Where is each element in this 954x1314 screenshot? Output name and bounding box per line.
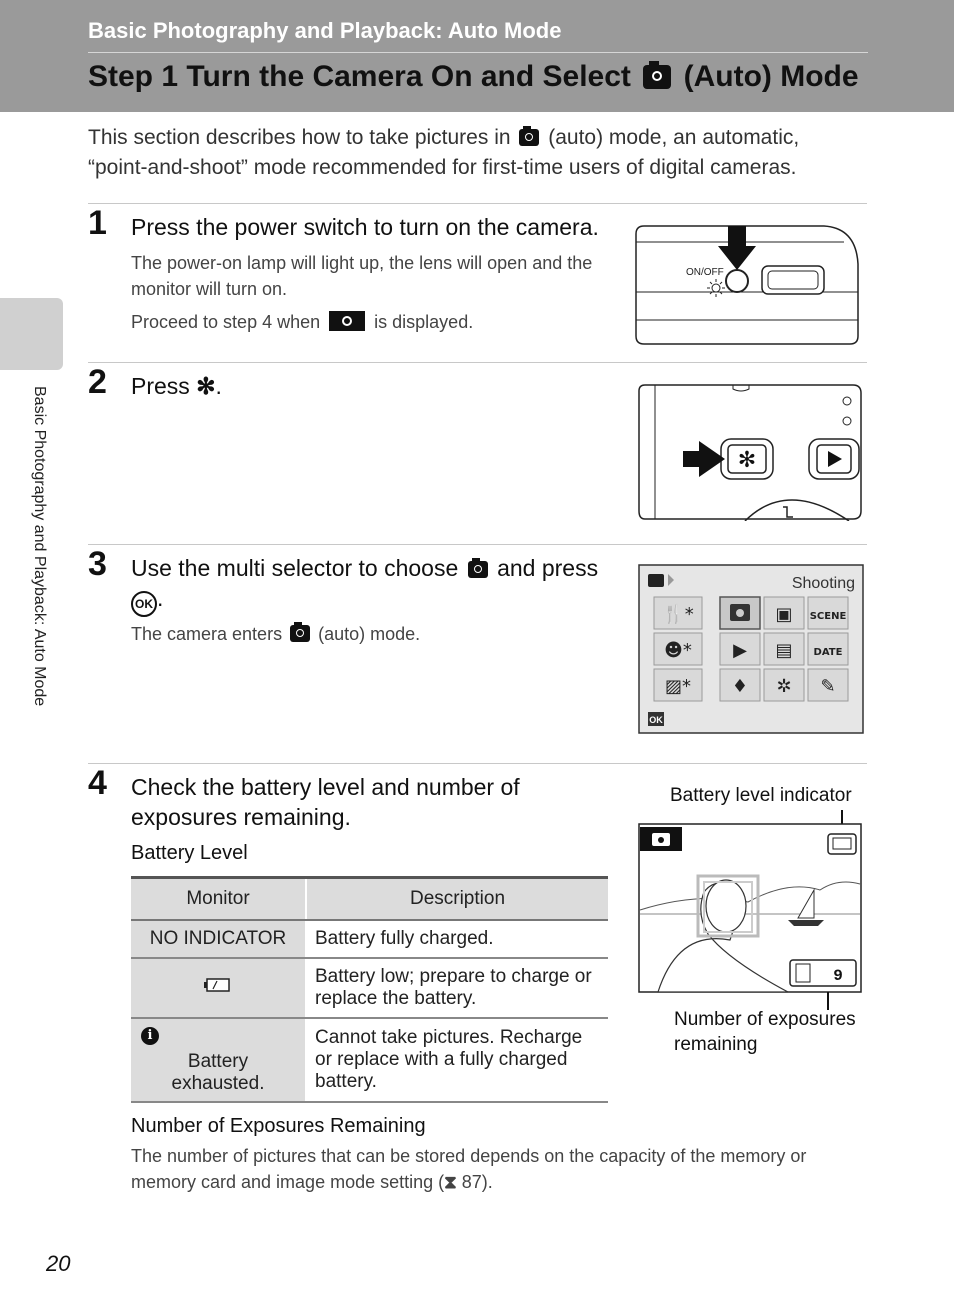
camera-icon <box>643 65 671 89</box>
title-text-before: Step 1 Turn the Camera On and Select <box>88 60 631 93</box>
divider <box>88 544 867 545</box>
ok-button-icon: OK <box>131 591 157 617</box>
scene-label: SCENE <box>809 611 847 622</box>
table-row <box>131 958 608 1018</box>
menu-title: Shooting <box>791 575 855 592</box>
exposures-text-before: The number of pictures that can be stored depends on the capacity of the memory or memory card and image mode setting ( <box>131 1146 807 1192</box>
svg-text:OK: OK <box>649 715 663 725</box>
auto-mode-monitor-icon <box>329 311 365 331</box>
camera-mode-button-illustration <box>637 383 863 521</box>
exposures-text <box>131 1143 861 1195</box>
battery-indicator-callout: Battery level indicator <box>670 785 852 806</box>
step-heading: Press the power switch to turn on the camera. <box>131 214 599 240</box>
exposures-remaining-callout: Number of exposures remaining <box>674 1009 856 1055</box>
step-heading-text: . <box>157 585 164 611</box>
step-number: 4 <box>88 764 107 802</box>
camera-power-illustration <box>634 224 860 346</box>
step-heading-text: Use the multi selector to choose <box>131 555 459 581</box>
table-header: Monitor <box>131 878 306 921</box>
exposure-count: 9 <box>833 967 843 985</box>
divider <box>88 362 867 363</box>
step-number: 2 <box>88 363 107 401</box>
mode-button-icon: ✻ <box>196 373 216 399</box>
battery-low-icon <box>204 977 232 993</box>
intro-paragraph <box>88 123 848 183</box>
svg-text:▨*: ▨* <box>664 676 692 697</box>
exposures-title: Number of Exposures Remaining <box>131 1115 426 1137</box>
table-cell-text: Battery exhausted. <box>171 1051 265 1094</box>
intro-text-1: This section describes how to take pictures in <box>88 126 511 149</box>
step-heading <box>131 553 621 617</box>
camera-icon <box>468 561 488 578</box>
svg-text:✎: ✎ <box>820 676 836 697</box>
date-label: DATE <box>813 647 843 658</box>
svg-text:☻*: ☻* <box>664 640 692 661</box>
battery-level-table <box>131 876 608 1103</box>
table-cell: Battery low; prepare to charge or replace the battery. <box>306 958 608 1018</box>
step-heading-text: and press <box>497 555 599 581</box>
monitor-display-illustration <box>638 810 864 1010</box>
step-heading-text: Press <box>131 373 190 399</box>
table-cell: Cannot take pictures. Recharge or replace with a fully charged battery. <box>306 1018 608 1102</box>
svg-text:🍴*: 🍴* <box>662 604 694 625</box>
step-body-text: Proceed to step 4 when <box>131 312 321 332</box>
chapter-side-label: Basic Photography and Playback: Auto Mode <box>31 386 48 707</box>
step-body-text: is displayed. <box>374 312 474 332</box>
table-cell: Battery fully charged. <box>306 920 608 958</box>
section-title: Basic Photography and Playback: Auto Mode <box>88 18 562 43</box>
page-header <box>0 0 954 112</box>
table-header: Description <box>306 878 608 921</box>
step-body-text: (auto) mode. <box>318 624 421 644</box>
svg-text:✻: ✻ <box>737 448 757 473</box>
table-row <box>131 1018 608 1102</box>
shooting-menu-screen <box>638 564 864 734</box>
camera-icon <box>290 625 310 642</box>
table-row <box>131 920 608 958</box>
table-cell <box>131 1018 306 1102</box>
battery-level-title: Battery Level <box>131 842 248 864</box>
divider <box>88 203 867 204</box>
page-title <box>88 60 859 94</box>
svg-text:▶: ▶ <box>733 640 747 661</box>
svg-text:▣: ▣ <box>775 604 793 625</box>
step-heading: Check the battery level and number of exposures remaining. <box>131 774 520 830</box>
step-body-text: The camera enters <box>131 624 283 644</box>
table-cell: NO INDICATOR <box>131 920 306 958</box>
exposures-text-after: 87). <box>456 1172 493 1192</box>
step-body <box>131 621 420 647</box>
step-body <box>131 309 611 335</box>
step-heading <box>131 371 222 401</box>
on-off-label: ON/OFF <box>686 267 724 278</box>
step-number: 1 <box>88 204 107 242</box>
warning-icon: i <box>141 1027 159 1045</box>
camera-icon <box>519 129 539 146</box>
svg-text:▤: ▤ <box>775 640 793 661</box>
step-number: 3 <box>88 545 107 583</box>
page-number: 20 <box>46 1251 71 1276</box>
svg-text:✲: ✲ <box>776 676 792 697</box>
divider <box>88 763 867 764</box>
reference-icon: ⧗ <box>444 1172 457 1192</box>
svg-text:♦: ♦ <box>731 676 749 697</box>
chapter-tab <box>0 298 63 370</box>
header-rule <box>88 52 868 53</box>
table-cell <box>131 958 306 1018</box>
title-text-after: (Auto) Mode <box>683 60 859 93</box>
intro-text-2: (auto) mode, an automatic, “point-and-shoot” mode recommended for first-time users of digital cameras. <box>88 126 800 179</box>
step-body: The power-on lamp will light up, the lens will open and the monitor will turn on. <box>131 253 593 299</box>
step-heading-text: . <box>215 373 222 399</box>
